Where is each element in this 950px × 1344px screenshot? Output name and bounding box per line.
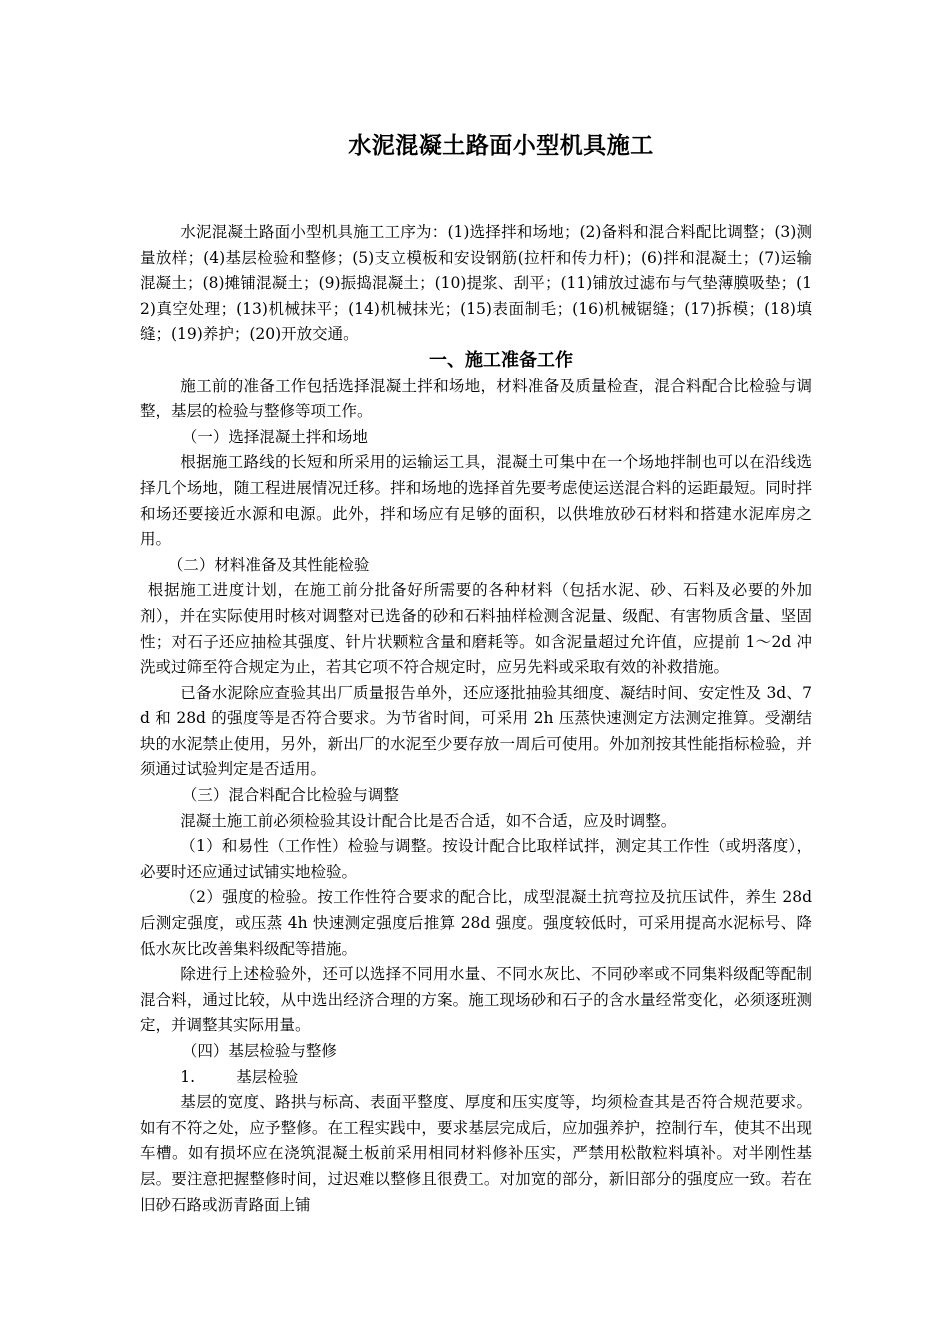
- document-page: [140, 130, 812, 1218]
- document-title: 水泥混凝土路面小型机具施工: [348, 133, 654, 159]
- subheading-mixing-site: （一）选择混凝土拌和场地: [181, 427, 368, 446]
- mix-ratio-paragraph-3: （2）强度的检验。按工作性符合要求的配合比，成型混凝土抗弯拉及抗压试件，养生 28d 后测定强度，或压蒸 4h 快速测定强度后推算 28d 强度。强度较低时，可采用提高水泥标号、降低水灰比改善集料级配等措施。: [140, 888, 812, 958]
- title-spacer: [140, 162, 812, 220]
- section-heading-preparation: 一、施工准备工作: [429, 349, 573, 371]
- base-inspection-paragraph: 基层的宽度、路拱与标高、表面平整度、厚度和压实度等，均须检查其是否符合规范要求。如有不符之处，应予整修。在工程实践中，要求基层完成后，应加强养护，控制行车，使其不出现车槽。如有损坏应在浇筑混凝土板前采用相同材料修补压实，严禁用松散粒料填补。对半刚性基层。要注意把握整修时间，过迟难以整修且很费工。对加宽的部分，新旧部分的强度应一致。若在旧砂石路或沥青路面上铺: [140, 1093, 812, 1214]
- mix-ratio-paragraph-4: 除进行上述检验外，还可以选择不同用水量、不同水灰比、不同砂率或不同集料级配等配制混合料，通过比较，从中选出经济合理的方案。施工现场砂和石子的含水量经常变化，必须逐班测定，并调整其实际用量。: [140, 965, 812, 1035]
- mix-ratio-paragraph-2: （1）和易性（工作性）检验与调整。按设计配合比取样试拌，测定其工作性（或坍落度），必要时还应通过试铺实地检验。: [140, 837, 812, 881]
- subheading-base-inspection: （四）基层检验与整修: [181, 1042, 337, 1060]
- mix-ratio-paragraph-1: 混凝土施工前必须检验其设计配合比是否合适，如不合适，应及时调整。: [180, 811, 677, 830]
- intro-paragraph: 水泥混凝土路面小型机具施工工序为：(1)选择拌和场地；(2)备料和混合料配比调整；(3)测量放样；(4)基层检验和整修；(5)支立模板和安设钢筋(拉杆和传力杆)；(6)拌和混凝土；(7)运输混凝土；(8)摊铺混凝土；(9)振捣混凝土；(10)提浆、刮平；(11)铺放过滤布与气垫薄膜吸垫；(12)真空处理；(13)机械抹平；(14)机械抹光；(15)表面制毛；(16)机械锯缝；(17)拆模；(18)填缝；(19)养护；(20)开放交通。: [140, 223, 812, 344]
- materials-paragraph-2: 已备水泥除应查验其出厂质量报告单外，还应逐批抽验其细度、凝结时间、安定性及 3d、7d 和 28d 的强度等是否符合要求。为节省时间，可采用 2h 压蒸快速测定方法测定推算。受潮结块的水泥禁止使用，另外，新出厂的水泥至少要存放一周后可使用。外加剂按其性能指标检验，并须通过试验判定是否适用。: [140, 683, 812, 779]
- materials-paragraph-1: 根据施工进度计划，在施工前分批备好所需要的各种材料（包括水泥、砂、石料及必要的外加剂），并在实际使用时核对调整对已选备的砂和石料抽样检测含泥量、级配、有害物质含量、坚固性；对石子还应抽检其强度、针片状颗粒含量和磨耗等。如含泥量超过允许值，应提前 1～2d 冲洗或过筛至符合规定为止，若其它项不符合规定时，应另先料或采取有效的补救措施。: [140, 581, 812, 677]
- numbered-item-base-inspection: [140, 1065, 812, 1091]
- subheading-mix-ratio: （三）混合料配合比检验与调整: [181, 786, 399, 805]
- item-label: 基层检验: [236, 1067, 299, 1086]
- subheading-materials: （二）材料准备及其性能检验: [167, 555, 370, 574]
- mixing-site-paragraph: 根据施工路线的长短和所采用的运输运工具，混凝土可集中在一个场地拌制也可以在沿线选择几个场地，随工程进展情况迁移。拌和场地的选择首先要考虑使运送混合料的运距最短。同时拌和场还要接近水源和电源。此外，拌和场应有足够的面积，以供堆放砂石材料和搭建水泥库房之用。: [140, 453, 812, 549]
- preparation-paragraph: 施工前的准备工作包括选择混凝土拌和场地，材料准备及质量检查，混合料配合比检验与调整，基层的检验与整修等项工作。: [140, 376, 812, 421]
- item-number: 1.: [180, 1067, 196, 1086]
